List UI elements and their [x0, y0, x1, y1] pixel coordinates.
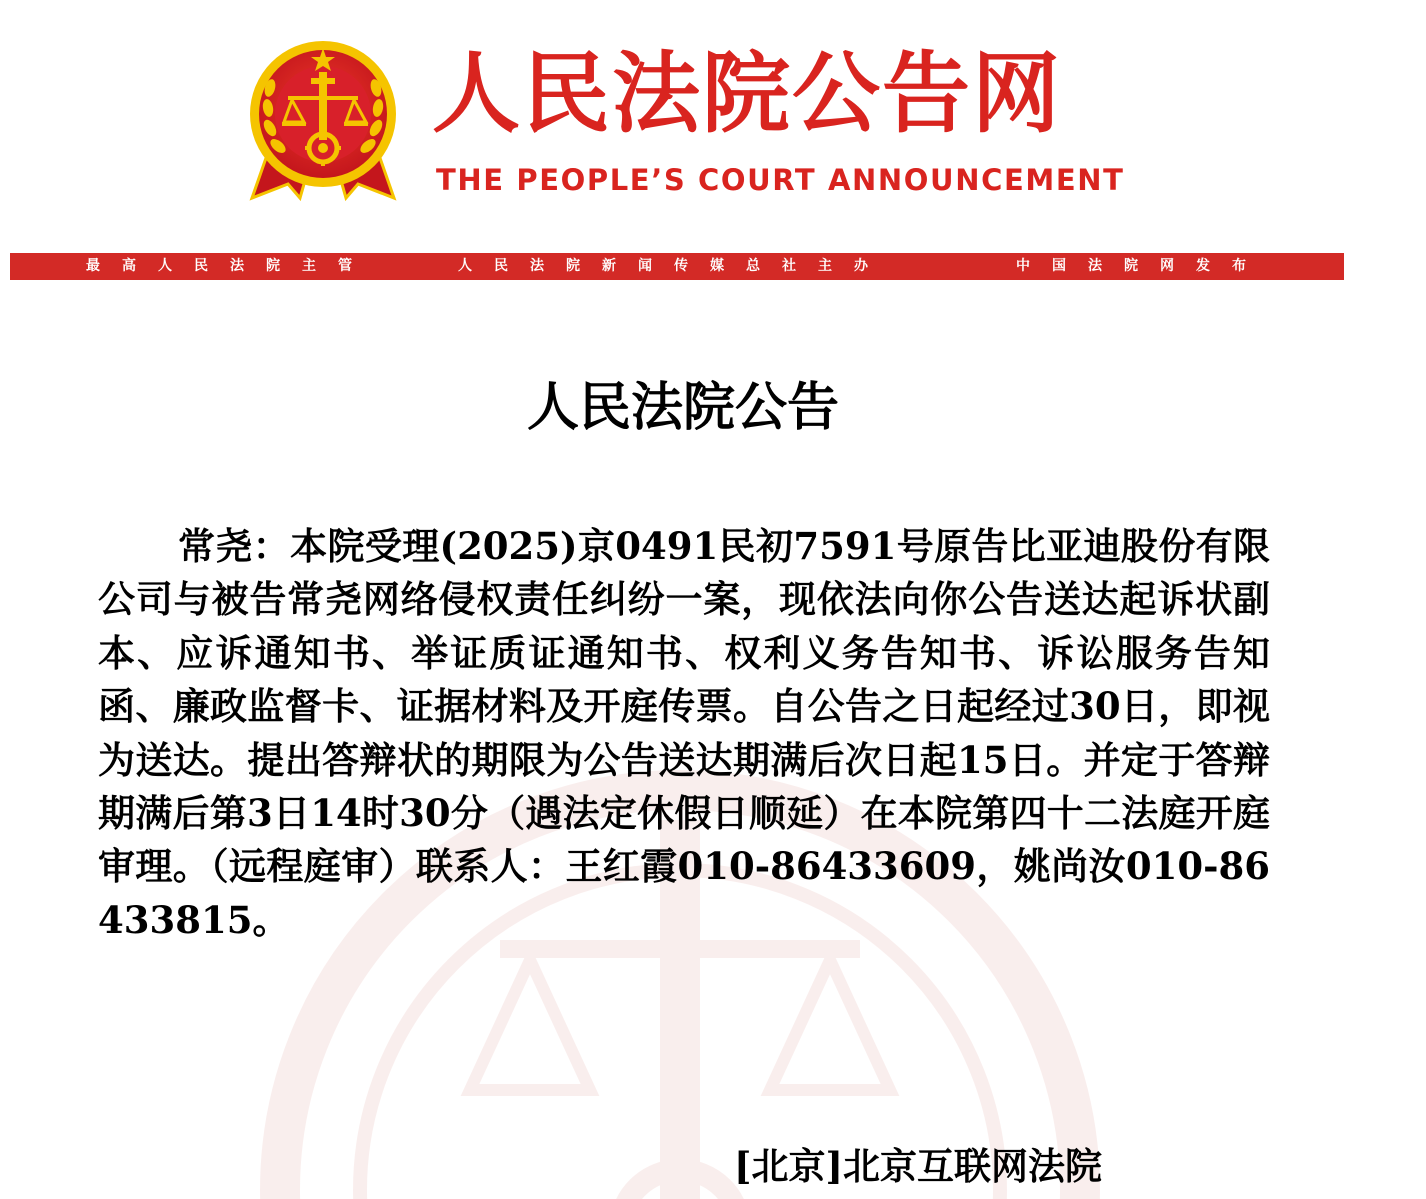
site-header — [0, 0, 1426, 240]
site-subtitle: THE PEOPLE’S COURT ANNOUNCEMENT — [436, 163, 1125, 197]
site-title: 人民法院公告网 — [432, 42, 1063, 145]
header-banner — [10, 253, 1344, 280]
announcement-body: 常尧：本院受理(2025)京0491民初7591号原告比亚迪股份有限公司与被告常尧网络侵权责任纠纷一案，现依法向你公告送达起诉状副本、应诉通知书、举证质证通知书、权利义务告知书、诉讼服务告知函、廉政监督卡、证据材料及开庭传票。自公告之日起经过30日，即视为送达。提出答辩状的期限为公告送达期满后次日起15日。并定于答辩期满后第3日14时30分（遇法定休假日顺延）在本院第四十二法庭开庭审理。（远程庭审）联系人：王红霞010-86433609，姚尚汝010-86433815。 — [98, 524, 1270, 942]
court-signature: [北京]北京互联网法院 — [734, 1144, 1103, 1188]
court-emblem-icon — [248, 38, 398, 208]
announcement-title: 人民法院公告 — [526, 377, 839, 438]
banner-host: 人民法院新闻传媒总社主办 — [458, 258, 890, 274]
banner-publisher: 中国法院网发布 — [1016, 258, 1268, 274]
banner-supervisor: 最高人民法院主管 — [86, 258, 374, 274]
